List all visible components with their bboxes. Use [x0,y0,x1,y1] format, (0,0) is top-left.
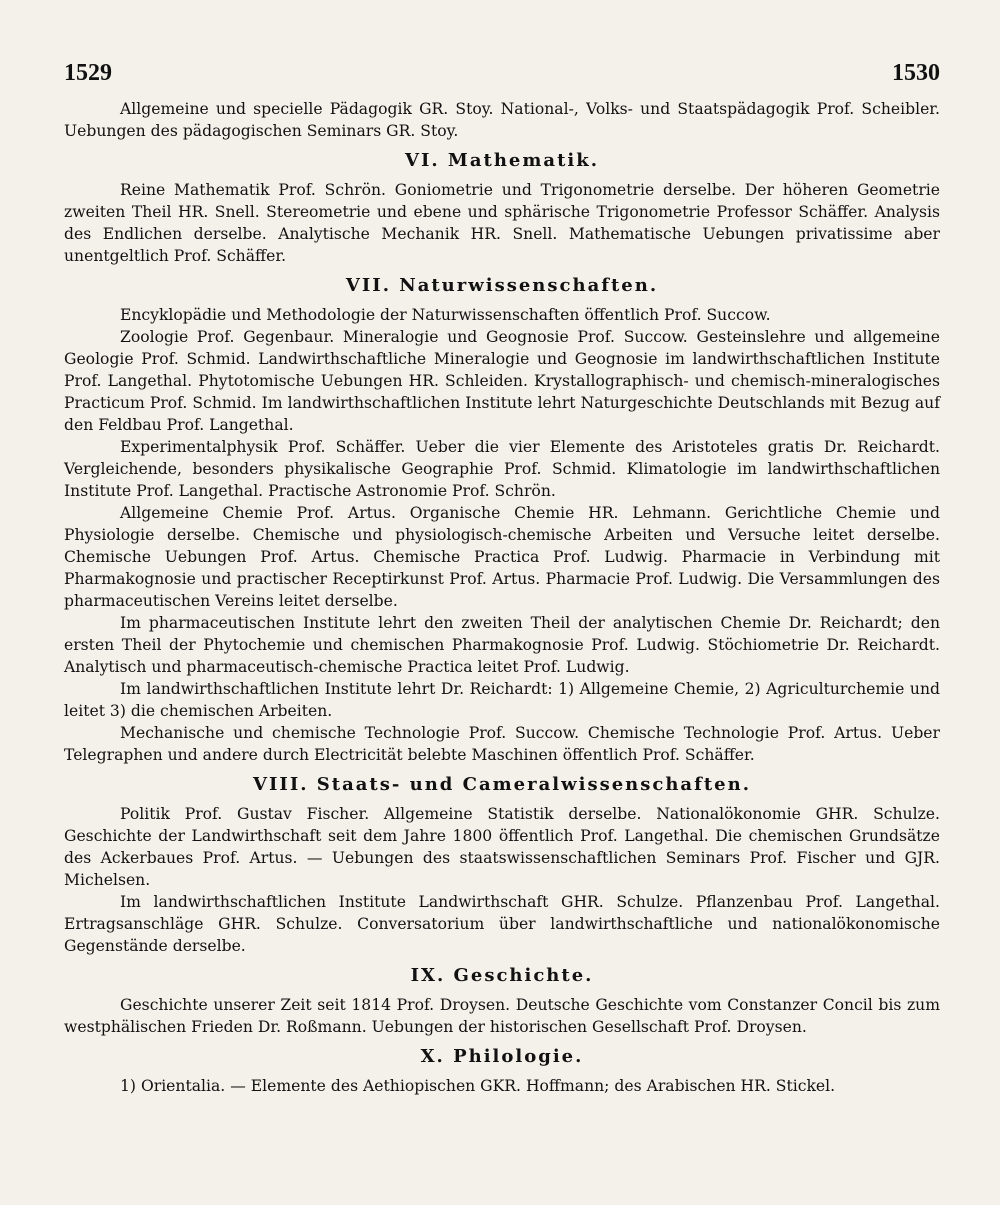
paragraph: 1) Orientalia. — Elemente des Aethiopischen GKR. Hoffmann; des Arabischen HR. Stickel. [120,1077,836,1095]
section-heading-geschichte: IX. Geschichte. [410,965,594,986]
section-heading-mathematik: VI. Mathematik. [405,150,599,171]
page-number-right: 1530 [892,60,940,86]
paragraph: Im landwirthschaftlichen Institute Landwirthschaft GHR. Schulze. Pflanzenbau Prof. Langethal. Ertragsanschläge GHR. Schulze. Conversatorium über landwirthschaftliche und nationalökonomische Gegenstände derselbe. [64,893,940,955]
paragraph: Experimentalphysik Prof. Schäffer. Ueber die vier Elemente des Aristoteles gratis Dr. Reichardt. Vergleichende, besonders physikalische Geographie Prof. Schmid. Klimatologie im landwirthschaftlichen Institute Prof. Langethal. Practische Astronomie Prof. Schrön. [64,438,940,500]
paragraph: Reine Mathematik Prof. Schrön. Goniometrie und Trigonometrie derselbe. Der höheren Geometrie zweiten Theil HR. Snell. Stereometrie und ebene und sphärische Trigonometrie Professor Schäffer. Analysis des Endlichen derselbe. Analytische Mechanik HR. Snell. Mathematische Uebungen privatissime aber unentgeltlich Prof. Schäffer. [64,181,940,265]
section-heading-naturwissenschaften: VII. Naturwissenschaften. [345,275,659,296]
paragraph: Im landwirthschaftlichen Institute lehrt Dr. Reichardt: 1) Allgemeine Chemie, 2) Agriculturchemie und leitet 3) die chemischen Arbeiten. [64,680,940,720]
paragraph: Politik Prof. Gustav Fischer. Allgemeine Statistik derselbe. Nationalökonomie GHR. Schulze. Geschichte der Landwirthschaft seit dem Jahre 1800 öffentlich Prof. Langethal. Die chemischen Grundsätze des Ackerbaues Prof. Artus. — Uebungen des staatswissenschaftlichen Seminars Prof. Fischer und GJR. Michelsen. [64,805,940,889]
paragraph: Im pharmaceutischen Institute lehrt den zweiten Theil der analytischen Chemie Dr. Reichardt; den ersten Theil der Phytochemie und chemischen Pharmakognosie Prof. Ludwig. Stöchiometrie Dr. Reichardt. Analytisch und pharmaceutisch-chemische Practica leitet Prof. Ludwig. [64,614,940,676]
section-heading-philologie: X. Philologie. [420,1046,584,1067]
paragraph: Zoologie Prof. Gegenbaur. Mineralogie und Geognosie Prof. Succow. Gesteinslehre und allgemeine Geologie Prof. Schmid. Landwirthschaftliche Mineralogie und Geognosie im landwirthschaftlichen Institute Prof. Langethal. Phytotomische Uebungen HR. Schleiden. Krystallographisch- und chemisch-mineralogisches Practicum Prof. Schmid. Im landwirthschaftlichen Institute lehrt Naturgeschichte Deutschlands mit Bezug auf den Feldbau Prof. Langethal. [64,328,940,434]
page-header [64,60,940,98]
paragraph: Mechanische und chemische Technologie Prof. Succow. Chemische Technologie Prof. Artus. Ueber Telegraphen und andere durch Electricität belebte Maschinen öffentlich Prof. Schäffer. [64,724,940,764]
paragraph: Allgemeine und specielle Pädagogik GR. Stoy. National-, Volks- und Staatspädagogik Prof. Scheibler. Uebungen des pädagogischen Seminars GR. Stoy. [64,100,940,140]
page-number-left: 1529 [64,60,112,86]
paragraph: Allgemeine Chemie Prof. Artus. Organische Chemie HR. Lehmann. Gerichtliche Chemie und Physiologie derselbe. Chemische und physiologisch-chemische Arbeiten und Versuche leitet derselbe. Chemische Uebungen Prof. Artus. Chemische Practica Prof. Ludwig. Pharmacie in Verbindung mit Pharmakognosie und practischer Receptirkunst Prof. Artus. Pharmacie Prof. Ludwig. Die Versammlungen des pharmaceutischen Vereins leitet derselbe. [64,504,940,610]
paragraph: Encyklopädie und Methodologie der Naturwissenschaften öffentlich Prof. Succow. [120,306,771,324]
section-heading-staatswissenschaften: VIII. Staats- und Cameralwissenschaften. [253,774,751,795]
paragraph: Geschichte unserer Zeit seit 1814 Prof. Droysen. Deutsche Geschichte vom Constanzer Concil bis zum westphälischen Frieden Dr. Roßmann. Uebungen der historischen Gesellschaft Prof. Droysen. [64,996,940,1036]
